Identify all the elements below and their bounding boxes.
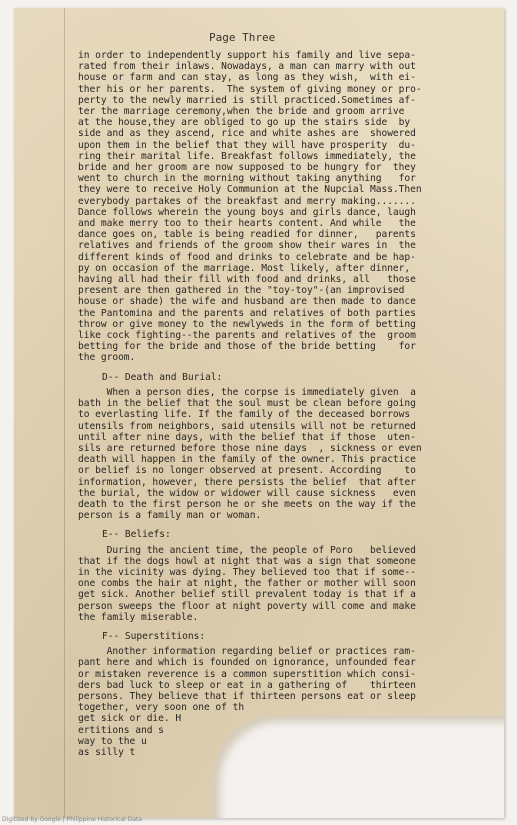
text-line: in order to independently support his family and live sepa- <box>78 50 416 61</box>
section-d-heading: D-- Death and Burial: <box>102 371 223 383</box>
text-line: get sick. Another belief still prevalent today is that if a <box>78 589 416 601</box>
torn-corner <box>214 716 504 818</box>
text-line: present are then gathered in the "toy-toy"-(an improvised <box>78 285 405 297</box>
text-line: and make merry too to their hearts content. And while the <box>78 218 416 230</box>
text-line: bath in the belief that the soul must be clean before going <box>78 398 416 410</box>
text-line: ertitions and s <box>78 724 164 736</box>
text-line: Another information regarding belief or practices ram- <box>78 646 416 658</box>
text-line: ders bad luck to sleep or eat in a gathering of thirteen <box>78 679 416 691</box>
text-line: at the house,they are obliged to go up the stairs side by <box>78 117 411 129</box>
text-line: like cock fighting--the parents and relatives of the groom <box>78 330 416 342</box>
text-line: having all had their fill with food and drinks, all those <box>78 274 416 286</box>
text-line: information, however, there persists the belief that after <box>78 476 416 488</box>
paragraph-death-burial <box>78 387 470 521</box>
text-line: the Pantomina and the parents and relatives of both parties <box>78 307 416 319</box>
text-line: Dance follows wherein the young boys and girls dance, laugh <box>78 206 416 218</box>
text-line: relatives and friends of the groom show their wares in the <box>78 240 416 252</box>
footer-note: Digitized by Google | Philippine Historical Data <box>2 816 143 823</box>
text-line: upon them in the belief that they will have prosperity du- <box>78 139 416 151</box>
text-line: the groom. <box>78 352 136 364</box>
text-line: persons. They believe that if thirteen persons eat or sleep <box>78 690 416 702</box>
text-line: different kinds of food and drinks to celebrate and be hap- <box>78 251 416 263</box>
text-line: When a person dies, the corpse is immediately given a <box>78 386 416 398</box>
margin-line <box>64 8 65 818</box>
text-line: or mistaken reverence is a common superstition which consi- <box>78 668 416 680</box>
text-line: they were to receive Holy Communion at the Nupcial Mass.Then <box>78 184 422 196</box>
section-e-heading: E-- Beliefs: <box>102 529 171 541</box>
text-line: person is a family man or woman. <box>78 510 262 522</box>
text-line: house or farm and can stay, as long as they wish, with ei- <box>78 72 416 84</box>
text-line: rated from their inlaws. Nowadays, a man can marry with out <box>78 61 416 73</box>
text-line: death will happen in the family of the owner. This practice <box>78 454 416 466</box>
text-line: throw or give money to the newlyweds in the form of betting <box>78 318 416 330</box>
text-line: to everlasting life. If the family of the deceased borrows <box>78 409 411 421</box>
text-line: bride and her groom are now supposed to be hungry for they <box>78 162 416 174</box>
text-line: perty to the newly married is still practiced.Sometimes af- <box>78 94 416 106</box>
text-line: side and as they ascend, rice and white ashes are showered <box>78 128 416 140</box>
text-line: During the ancient time, the people of Poro believed <box>78 544 416 556</box>
section-f-heading: F-- Superstitions: <box>102 630 206 642</box>
text-line: person sweeps the floor at night poverty will come and make <box>78 600 416 612</box>
text-line: together, very soon one of th <box>78 702 245 714</box>
document-page <box>14 8 504 818</box>
text-line: sils are returned before those nine days , sickness or even <box>78 442 422 454</box>
text-line: one combs the hair at night, the father or mother will soon <box>78 578 416 590</box>
text-line: the burial, the widow or widower will cause sickness even <box>78 487 416 499</box>
text-line: went to church in the morning without taking anything for <box>78 173 416 185</box>
text-line: pant here and which is founded on ignorance, unfounded fear <box>78 657 416 669</box>
text-line: house or shade) the wife and husband are then made to dance <box>78 296 416 308</box>
text-line: ter the marriage ceremony,when the bride and groom arrive <box>78 106 405 118</box>
text-line: get sick or die. H <box>78 713 182 725</box>
text-line: until after nine days, with the belief that if those uten- <box>78 431 416 443</box>
text-line: ther his or her parents. The system of giving money or pro- <box>78 83 422 95</box>
page-number: Page Three <box>209 31 276 44</box>
text-line: everybody partakes of the breakfast and merry making....... <box>78 195 416 207</box>
text-line: that if the dogs howl at night that was a sign that someone <box>78 555 416 567</box>
text-line: py on occasion of the marriage. Most likely, after dinner, <box>78 262 411 274</box>
text-line: utensils from neighbors, said utensils will not be returned <box>78 420 416 432</box>
text-line: betting for the bride and those of the bride betting for <box>78 341 416 353</box>
text-line: ring their marital life. Breakfast follows immediately, the <box>78 150 416 162</box>
text-line: death to the first person he or she meets on the way if the <box>78 498 416 510</box>
text-line: as silly t <box>78 746 136 758</box>
text-line: the family miserable. <box>78 611 199 623</box>
text-line: way to the u <box>78 735 147 747</box>
text-line: dance goes on, table is being readied for dinner, parents <box>78 229 416 241</box>
text-line: or belief is no longer observed at present. According to <box>78 465 416 477</box>
paragraph-beliefs <box>78 545 470 623</box>
document-text <box>78 50 470 758</box>
paragraph-marriage <box>78 50 470 364</box>
text-line: in the vicinity was dying. They believed too that if some-- <box>78 566 416 578</box>
